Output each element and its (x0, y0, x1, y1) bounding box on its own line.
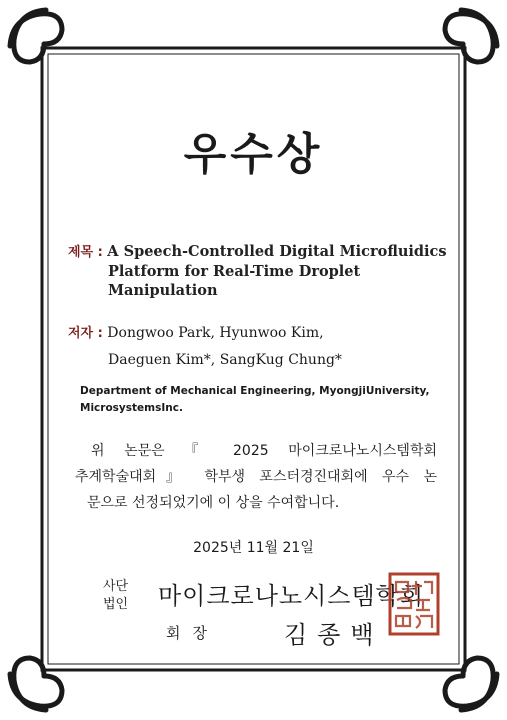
paper-title-line-3: Manipulation (108, 282, 218, 299)
paper-title-label: 제목 : (68, 245, 103, 260)
affiliation (80, 383, 440, 417)
paper-title-line-1: A Speech-Controlled Digital Microfluidics (107, 243, 447, 260)
official-seal (388, 572, 440, 636)
affiliation-line-1: Department of Mechanical Engineering, MyongjiUniversity, (80, 385, 430, 397)
award-date: 2025년 11월 21일 (193, 540, 314, 556)
affiliation-line-2: MicrosystemsInc. (80, 402, 183, 414)
organization-type-line-2: 법인 (103, 597, 129, 612)
award-statement (75, 438, 437, 516)
authors-line-2: Daeguen Kim*, SangKug Chung* (108, 352, 342, 368)
authors-label: 저자 : (68, 326, 103, 341)
paper-title-line-2: Platform for Real-Time Droplet (108, 263, 361, 280)
president-name: 김종백 (284, 621, 384, 649)
organization-type (103, 578, 128, 614)
award-statement-line-2: 추계학술대회』 학부생 포스터경진대회에 우수 논 (75, 469, 437, 485)
authors-line-1: Dongwoo Park, Hyunwoo Kim, (107, 325, 324, 341)
paper-title-block (68, 242, 447, 263)
authors-block (68, 323, 447, 344)
award-statement-line-3: 문으로 선정되었기에 이 상을 수여합니다. (87, 495, 340, 511)
certificate-title: 우수상 (183, 129, 324, 180)
organization-name: 마이크로나노시스템학회 (158, 582, 425, 610)
organization-type-line-1: 사단 (103, 579, 129, 594)
president-title: 회장 (166, 624, 219, 642)
award-statement-line-1: 위 논문은 『 2025 마이크로나노시스템학회 (91, 443, 437, 459)
